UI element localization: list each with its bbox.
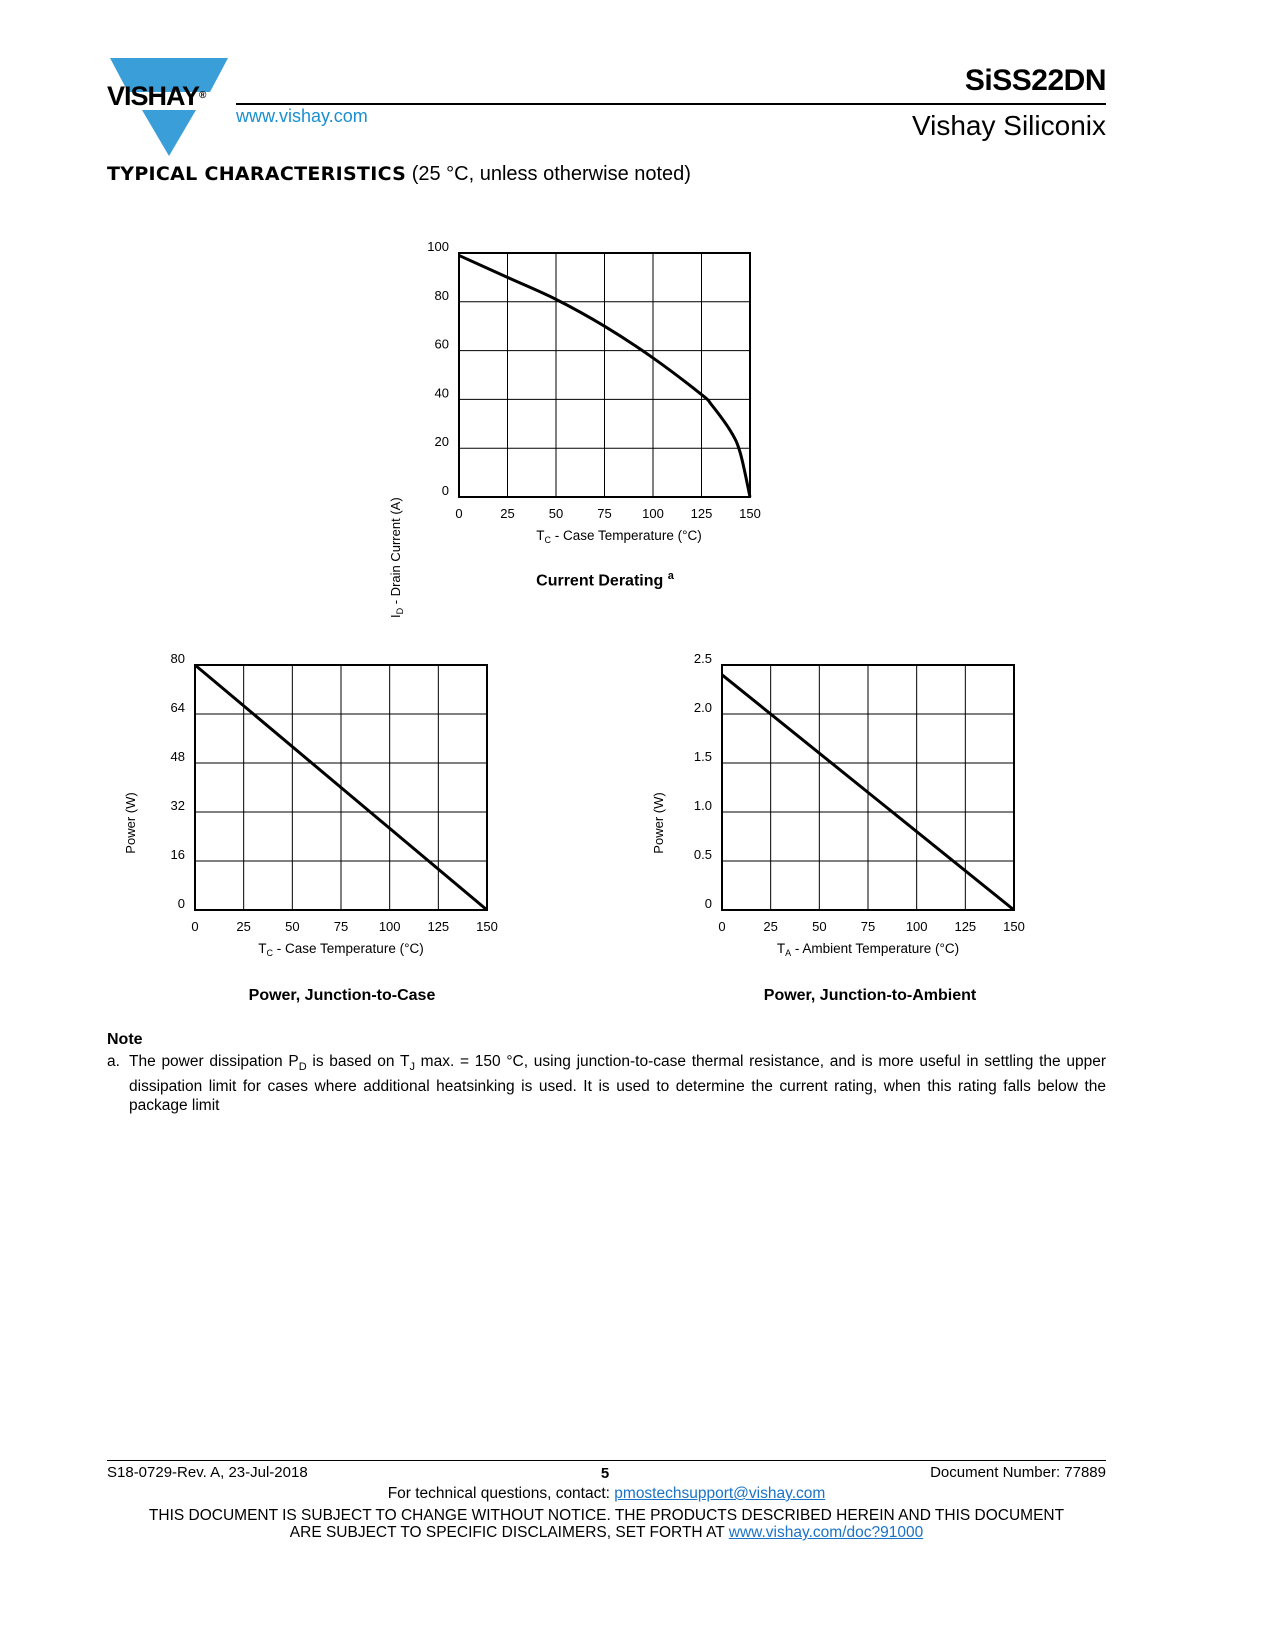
section-title — [107, 163, 691, 186]
y-tick-label: 100 — [427, 239, 449, 254]
x-tick-label: 50 — [812, 919, 827, 934]
y-tick-label: 64 — [170, 700, 185, 715]
header-rule — [236, 103, 1106, 105]
x-axis-label: $T_A$ - Ambient Temperature (°C) — [776, 941, 960, 958]
chart-caption-power-case: Power, Junction-to-Case — [248, 987, 436, 1004]
x-tick-label: 125 — [427, 919, 450, 934]
x-tick-label: 100 — [378, 919, 401, 934]
x-tick-label: 100 — [905, 919, 928, 934]
section-title-rest: (25 °C, unless otherwise noted) — [406, 163, 691, 185]
x-tick-label: 0 — [191, 919, 199, 934]
disclaimer-line-1: THIS DOCUMENT IS SUBJECT TO CHANGE WITHOUT NOTICE. THE PRODUCTS DESCRIBED HEREIN AND THIS DOCUMENT — [148, 1507, 1065, 1524]
x-tick-label: 50 — [548, 506, 564, 521]
y-tick-label: 2.5 — [693, 651, 712, 666]
y-tick-label: 20 — [434, 434, 449, 450]
y-axis-label: $I_D$ - Drain Current (A) — [388, 497, 405, 618]
disclaimer-line-2: ARE SUBJECT TO SPECIFIC DISCLAIMERS, SET FORTH AT www.vishay.com/doc?91000 — [289, 1524, 924, 1541]
x-tick-label: 75 — [333, 919, 349, 934]
y-tick-label: 80 — [434, 287, 449, 303]
x-tick-label: 125 — [954, 919, 977, 934]
x-tick-label: 75 — [597, 506, 612, 521]
logo-text: VISHAY — [107, 81, 200, 111]
y-tick-label: 0 — [441, 483, 449, 498]
x-axis-label: $T_C$ - Case Temperature (°C) — [536, 528, 702, 545]
document-number: Document Number: 77889 — [930, 1464, 1106, 1481]
y-tick-label: 16 — [170, 847, 185, 862]
x-tick-label: 125 — [690, 506, 713, 521]
chart-caption-power-ambient: Power, Junction-to-Ambient — [763, 987, 977, 1004]
x-tick-label: 25 — [236, 919, 251, 934]
note-text: The power dissipation $P_D$ is based on $T_J$ max. = 150 °C, using junction-to-case thermal resistance, and is more useful in settling the upper dissipation limit for cases where additional heatsinking is used. It is used to determine the current rating, when this rating falls below the package limit — [129, 1053, 1106, 1115]
x-tick-label: 25 — [500, 506, 515, 521]
chart-caption-current-derating: Current Derating $^a$ — [536, 570, 674, 590]
x-tick-label: 50 — [285, 919, 300, 934]
y-tick-label: 40 — [434, 385, 449, 401]
disclaimer-link[interactable]: www.vishay.com/doc?91000 — [728, 1524, 924, 1541]
y-axis-label: Power (W) — [651, 792, 666, 854]
company-name: Vishay Siliconix — [911, 110, 1106, 141]
y-tick-label: 0 — [177, 896, 185, 911]
note-heading: Note — [107, 1031, 143, 1048]
page-number: 5 — [600, 1465, 610, 1482]
x-tick-label: 150 — [1003, 919, 1025, 934]
y-tick-label: 48 — [170, 749, 185, 764]
x-tick-label: 0 — [718, 919, 726, 934]
x-axis-label: $T_C$ - Case Temperature (°C) — [258, 941, 424, 958]
y-tick-label: 32 — [170, 798, 185, 813]
revision-info: S18-0729-Rev. A, 23-Jul-2018 — [107, 1464, 308, 1481]
x-tick-label: 150 — [739, 506, 761, 521]
power-junction-to-case-chart — [110, 650, 530, 965]
x-tick-label: 0 — [455, 506, 463, 521]
y-tick-label: 2.0 — [693, 700, 712, 715]
footnote-marker: a — [667, 570, 674, 582]
y-tick-label: 0.5 — [693, 847, 712, 862]
vishay-logo — [107, 58, 231, 156]
contact-line: For technical questions, contact: pmostechsupport@vishay.com — [387, 1485, 826, 1502]
y-axis-label: Power (W) — [123, 792, 138, 854]
section-title-bold: TYPICAL CHARACTERISTICS — [107, 163, 407, 185]
y-tick-label: 1.5 — [693, 749, 712, 764]
website-link[interactable]: www.vishay.com — [236, 106, 368, 126]
footer-rule — [107, 1460, 1106, 1461]
contact-email-link[interactable]: pmostechsupport@vishay.com — [614, 1485, 826, 1502]
x-tick-label: 100 — [642, 506, 664, 521]
y-tick-label: 80 — [170, 651, 185, 666]
registered-mark: ® — [199, 90, 206, 101]
note-label: a. — [107, 1053, 120, 1070]
x-tick-label: 75 — [860, 919, 876, 934]
y-tick-label: 60 — [434, 336, 449, 352]
y-tick-label: 0 — [704, 896, 712, 911]
part-number: SiSS22DN — [964, 64, 1106, 97]
power-junction-to-ambient-chart — [640, 650, 1060, 965]
x-tick-label: 25 — [763, 919, 778, 934]
y-tick-label: 1.0 — [693, 798, 712, 813]
x-tick-label: 150 — [476, 919, 498, 934]
